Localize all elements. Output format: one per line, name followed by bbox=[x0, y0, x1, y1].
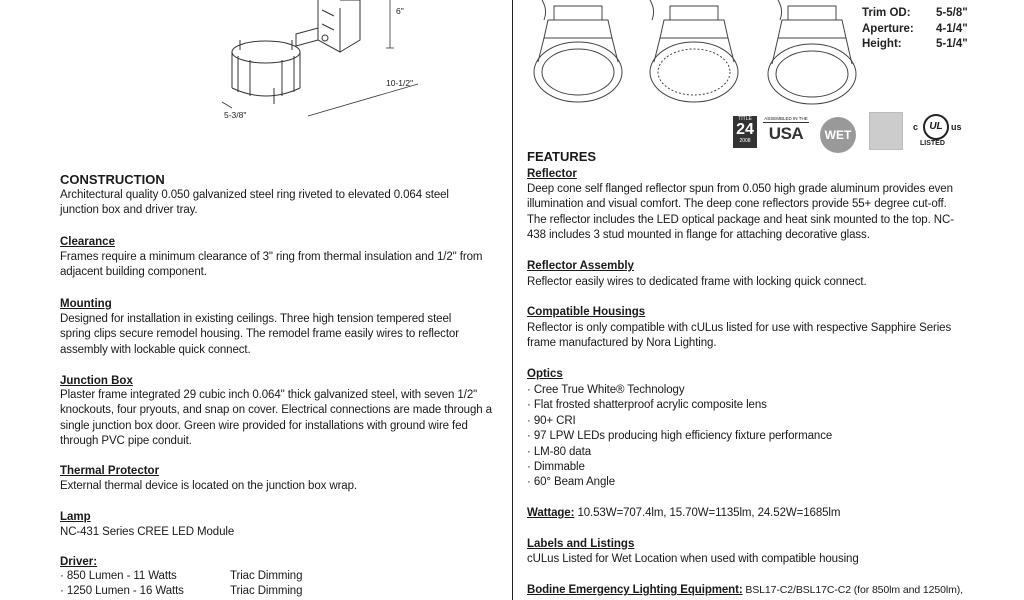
spec-row-trim: Trim OD: 5-5/8" bbox=[862, 7, 968, 19]
labels-listings-heading: Labels and Listings bbox=[527, 538, 635, 550]
optics-list bbox=[527, 383, 967, 491]
list-item: · 60° Beam Angle bbox=[527, 476, 616, 489]
list-item: · Cree True White® Technology bbox=[527, 384, 685, 396]
wattage-line bbox=[527, 506, 967, 521]
wattage-text: 10.53W=707.4lm, 15.70W=1135lm, 24.52W=1685lm bbox=[574, 507, 841, 519]
specs-table bbox=[862, 6, 968, 53]
bodine-heading: Bodine Emergency Lighting Equipment: bbox=[527, 584, 743, 596]
bodine-line bbox=[527, 583, 987, 598]
thermal-heading: Thermal Protector bbox=[60, 465, 160, 477]
dimension-length: 10-1/2" bbox=[386, 78, 414, 88]
reflector-assembly-heading: Reflector Assembly bbox=[527, 260, 634, 272]
ul-listed-logo: c UL us LISTED bbox=[913, 112, 963, 152]
dimension-width: 5-3/8" bbox=[224, 110, 247, 120]
list-item: · Dimmable bbox=[527, 461, 585, 474]
junction-box-text: Plaster frame integrated 29 cubic inch 0.064" thick galvanized steel, with seven 1/2" knockouts, four pryouts, and snap on cover. Electrical connections are made through a single junction box door. Green wire provided for installations with ground wire fed through PVC pipe conduit. bbox=[60, 389, 492, 448]
column-divider bbox=[512, 0, 513, 600]
spec-row-aperture: Aperture: 4-1/4" bbox=[862, 22, 968, 35]
spec-row-height: Height: 5-1/4" bbox=[862, 38, 968, 50]
reflector-drawings bbox=[520, 0, 860, 115]
mounting-text: Designed for installation in existing ceilings. Three high tension tempered steel spring clips secure remodel housing. The remodel frame easily wires to reflector assembly with lockable quick connect. bbox=[60, 313, 459, 356]
construction-text: Architectural quality 0.050 galvanized steel ring riveted to elevated 0.064 steel junction box and driver tray. bbox=[60, 189, 449, 217]
construction-heading: CONSTRUCTION bbox=[60, 172, 165, 187]
thermal-text: External thermal device is located on the junction box wrap. bbox=[60, 480, 357, 492]
list-item: · 97 LPW LEDs producing high efficiency fixture performance bbox=[527, 430, 833, 443]
list-item: · Flat frosted shatterproof acrylic composite lens bbox=[527, 399, 767, 412]
wet-location-logo: WET bbox=[820, 117, 856, 153]
driver-list bbox=[60, 569, 500, 600]
driver-row: · 850 Lumen - 11 Watts Triac Dimming bbox=[60, 570, 303, 582]
list-item: · LM-80 data bbox=[527, 445, 591, 458]
assembled-usa-logo: ASSEMBLED IN THE USA bbox=[764, 116, 808, 143]
housing-drawing bbox=[200, 0, 430, 125]
energy-star-icon bbox=[869, 112, 903, 150]
driver-heading: Driver: bbox=[60, 556, 98, 568]
reflector-text: Deep cone self flanged reflector spun from 0.050 high grade aluminum provides even illumination and visual comfort. The deep cone reflectors provide 55+ degree cut-off. The reflector includes the LED optical package and heat sink mounted to the top. NC-438 includes 3 stud mounted in flange for attaching decorative glass. bbox=[527, 183, 954, 242]
lamp-heading: Lamp bbox=[60, 511, 91, 523]
clearance-text: Frames require a minimum clearance of 3" ring from thermal insulation and 1/2" from adjacent building component. bbox=[60, 251, 483, 279]
driver-row: · 1250 Lumen - 16 Watts Triac Dimming bbox=[60, 585, 303, 598]
dimension-height: 6" bbox=[396, 6, 404, 16]
made-in-24-logo: TITLE 24 2008 bbox=[733, 116, 757, 148]
features-heading: FEATURES bbox=[527, 149, 597, 164]
optics-heading: Optics bbox=[527, 368, 563, 380]
reflector-heading: Reflector bbox=[527, 168, 577, 180]
lamp-text: NC-431 Series CREE LED Module bbox=[60, 526, 235, 538]
compatible-housings-text: Reflector is only compatible with cULus listed for use with respective Sapphire Series frame manufactured by Nora Lighting. bbox=[527, 322, 952, 350]
compatible-housings-heading: Compatible Housings bbox=[527, 306, 646, 318]
clearance-heading: Clearance bbox=[60, 236, 115, 248]
reflector-assembly-text: Reflector easily wires to dedicated frame with locking quick connect. bbox=[527, 276, 867, 288]
labels-listings-text: cULus Listed for Wet Location when used with compatible housing bbox=[527, 553, 859, 565]
list-item: · 90+ CRI bbox=[527, 414, 576, 427]
mounting-heading: Mounting bbox=[60, 298, 112, 310]
wattage-heading: Wattage: bbox=[527, 507, 575, 519]
junction-box-heading: Junction Box bbox=[60, 375, 133, 387]
bodine-text: BSL17-C2/BSL17C-C2 (for 850lm and 1250lm), bbox=[742, 584, 963, 596]
